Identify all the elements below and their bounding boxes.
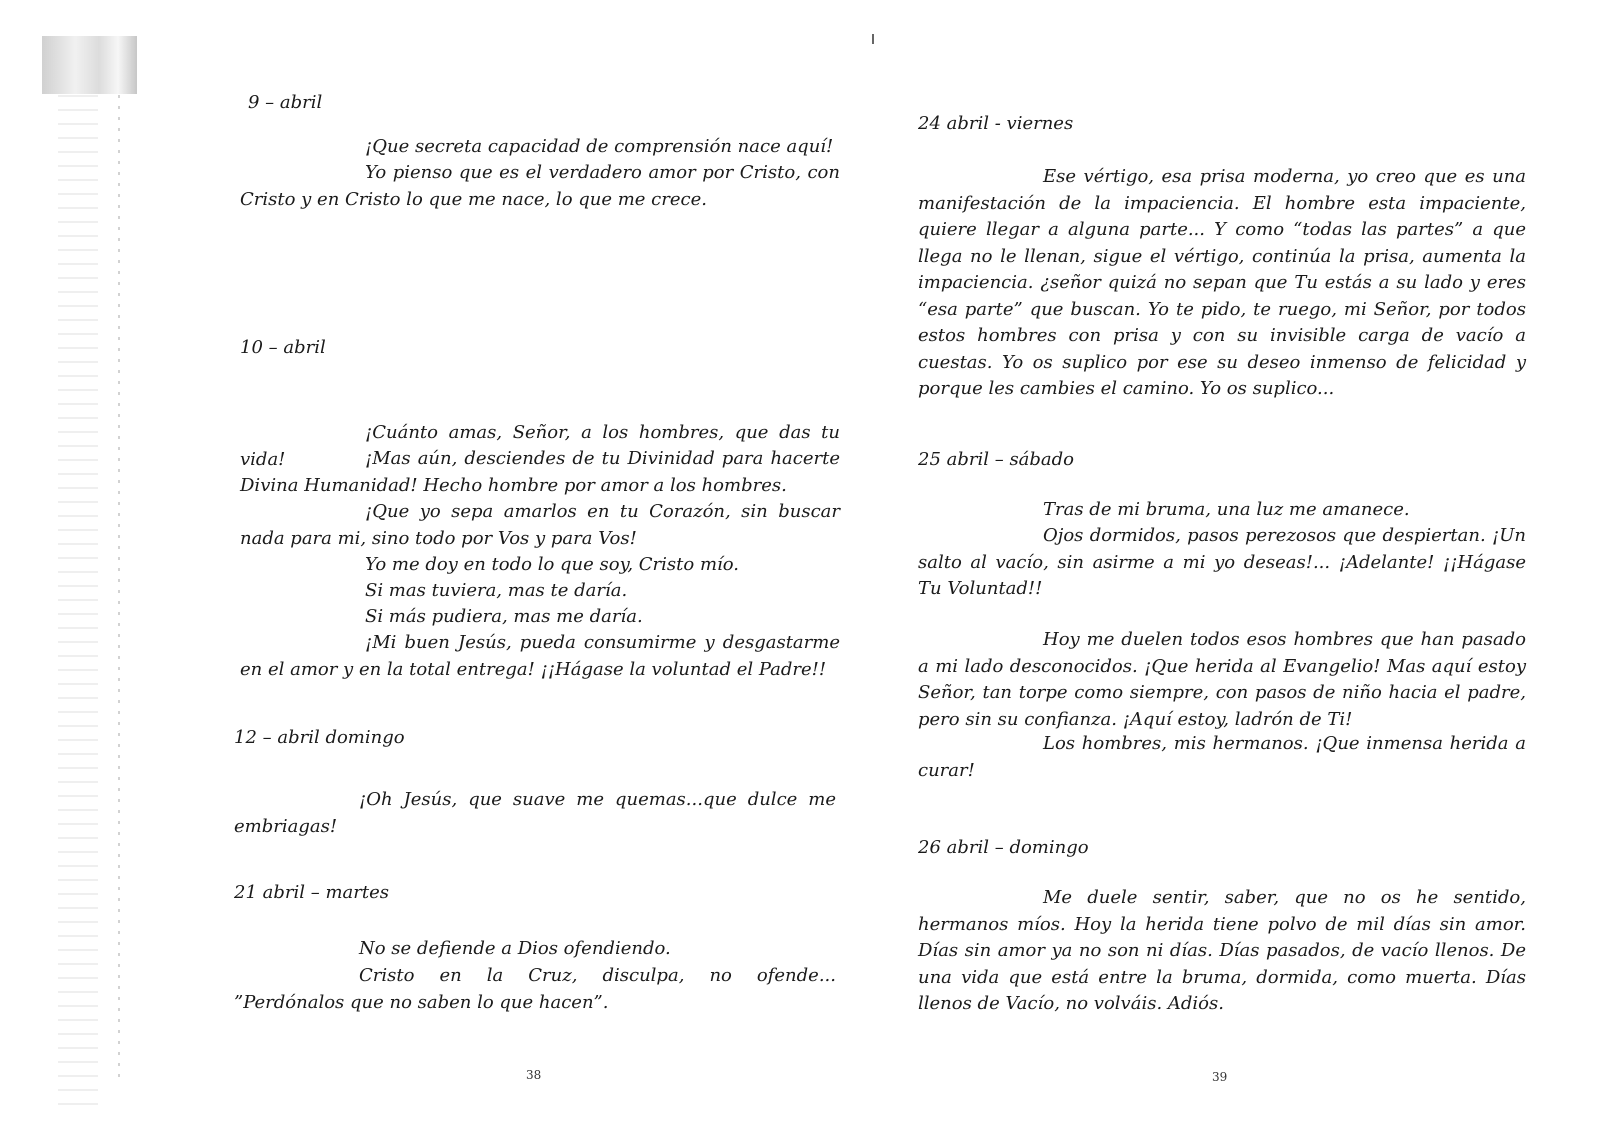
scan-edge-line [118, 95, 120, 1085]
entry-paragraph: Me duele sentir, saber, que no os he sentido, hermanos míos. Hoy la herida tiene polvo de mil días sin amor. Días sin amor ya no son ni días. Días pasados, de vacío llenos. De una vida que está entre la bruma, dormida, como muerta. Días llenos de Vacío, no volváis. Adiós. [918, 887, 1526, 1014]
entry-paragraph: ¡Oh Jesús, que suave me quemas...que dulce me embriagas! [234, 789, 836, 837]
entry-paragraph: Si más pudiera, mas me daría. [365, 606, 643, 627]
entry-paragraph: Tras de mi bruma, una luz me amanece. [1043, 499, 1410, 520]
entry-paragraph: Yo pienso que es el verdadero amor por Cristo, con Cristo y en Cristo lo que me nace, lo que me crece. [240, 162, 840, 210]
entry-date: 26 abril – domingo [918, 837, 1089, 858]
scan-artifact [42, 36, 137, 94]
entry-date: 12 – abril domingo [234, 727, 405, 748]
entry-date: 9 – abril [248, 92, 323, 113]
entry-paragraph: ¡Cuánto amas, Señor, a los hombres, que das tu vida! [240, 422, 840, 470]
entry-paragraph: No se defiende a Dios ofendiendo. [359, 938, 671, 959]
entry-paragraph: ¡Que yo sepa amarlos en tu Corazón, sin buscar nada para mi, sino todo por Vos y para Vos! [240, 501, 840, 549]
entry-paragraph: ¡Mi buen Jesús, pueda consumirme y desgastarme en el amor y en la total entrega! ¡¡Hágase la voluntad el Padre!! [240, 632, 840, 680]
scan-mark [872, 34, 874, 44]
entry-paragraph: Cristo en la Cruz, disculpa, no ofende... ”Perdónalos que no saben lo que hacen”. [234, 965, 836, 1013]
page-number: 39 [1212, 1070, 1228, 1084]
entry-date: 10 – abril [240, 337, 326, 358]
entry-date: 25 abril – sábado [918, 449, 1075, 470]
entry-date: 21 abril – martes [234, 882, 389, 903]
scan-edge-shadow [58, 95, 98, 1105]
entry-date: 24 abril - viernes [918, 113, 1074, 134]
page-number: 38 [526, 1068, 542, 1082]
entry-paragraph: Ojos dormidos, pasos perezosos que despiertan. ¡Un salto al vacío, sin asirme a mi yo deseas!... ¡Adelante! ¡¡Hágase Tu Voluntad!! [918, 525, 1526, 599]
entry-paragraph: ¡Que secreta capacidad de comprensión nace aquí! [365, 136, 834, 157]
entry-paragraph: ¡Mas aún, desciendes de tu Divinidad para hacerte Divina Humanidad! Hecho hombre por amor a los hombres. [240, 448, 840, 496]
entry-paragraph: Si mas tuviera, mas te daría. [365, 580, 628, 601]
entry-paragraph: Los hombres, mis hermanos. ¡Que inmensa herida a curar! [918, 733, 1526, 781]
entry-paragraph: Hoy me duelen todos esos hombres que han pasado a mi lado desconocidos. ¡Que herida al Evangelio! Mas aquí estoy Señor, tan torpe como siempre, con pasos de niño hacia el padre, pero sin su confianza. ¡Aquí estoy, ladrón de Ti! [918, 629, 1526, 730]
entry-paragraph: Yo me doy en todo lo que soy, Cristo mío. [365, 554, 740, 575]
entry-paragraph: Ese vértigo, esa prisa moderna, yo creo que es una manifestación de la impaciencia. El hombre esta impaciente, quiere llegar a alguna parte... Y como “todas las partes” a que llega no le llenan, sigue el vértigo, continúa la prisa, aumenta la impaciencia. ¿señor quizá no sepan que Tu estás a su lado y eres “esa parte” que buscan. Yo te pido, te ruego, mi Señor, por todos estos hombres con prisa y con su invisible carga de vacío a cuestas. Yo os suplico por ese su deseo inmenso de felicidad y porque les cambies el camino. Yo os suplico... [918, 166, 1526, 399]
